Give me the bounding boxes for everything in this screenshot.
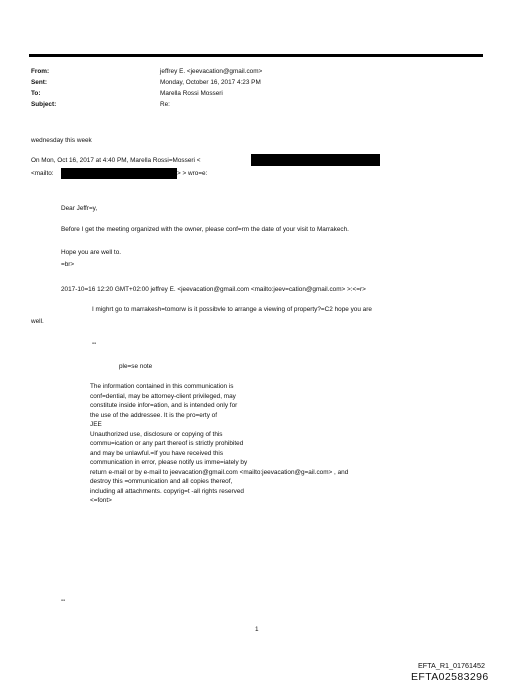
quote-wrote: > > wro=e: [177, 170, 208, 177]
disclaimer-line: destroy this =ommunication and all copies thereof, [90, 478, 233, 485]
from-label: From: [31, 68, 50, 75]
disclaimer-line: <=font> [90, 497, 112, 504]
reply-text: wednesday this week [31, 137, 92, 144]
header-rule [29, 54, 483, 57]
document-reference: EFTA02583296 [411, 671, 489, 683]
disclaimer-line: constitute inside infor=ation, and is intended only for [90, 402, 238, 409]
body-paragraph: Before I get the meeting organized with the owner, please conf=rm the date of your visit to Marrakech. [61, 226, 349, 233]
disclaimer-line: The information contained in this communication is [90, 383, 234, 390]
message-line: I mighrt go to marrakesh=tomorw is it possibvle to arrange a viewing of property?=C2 hope you are [92, 306, 372, 313]
sent-value: Monday, October 16, 2017 4:23 PM [160, 79, 261, 86]
redaction-box [251, 154, 380, 166]
disclaimer-line: commu=ication or any part thereof is strictly prohibited [90, 440, 244, 447]
subject-label: Subject: [31, 101, 57, 108]
disclaimer-line: including all attachments. copyrig=t -all rights reserved [90, 487, 244, 495]
disclaimer-line: conf=dential, may be attorney-client privileged, may [90, 392, 236, 400]
to-label: To: [31, 90, 41, 97]
to-value: Marella Rossi Mosseri [160, 90, 223, 97]
disclaimer-line: return e-mail or by e-mail to jeevacation@gmail.com <mailto:jeevacation@g=ail.com> , and [90, 468, 349, 476]
page-number: 1 [255, 626, 259, 633]
disclaimer-line: the use of the addressee. It is the pro=erty of [90, 411, 218, 419]
body-text: Hope you are well to. [61, 249, 122, 256]
disclaimer-line: JEE [90, 421, 102, 428]
separator-dashes: -- [92, 340, 97, 347]
subject-value: Re: [160, 101, 170, 108]
document-reference: EFTA_R1_01761452 [418, 661, 485, 670]
please-note: ple=se note [119, 363, 153, 370]
greeting: Dear Jeffr=y, [61, 205, 98, 212]
from-value: jeffrey E. <jeevacation@gmail.com> [160, 68, 263, 75]
timestamp-line: 2017-10=16 12:20 GMT+02:00 jeffrey E. <jeevacation@gmail.com <mailto:jeev=cation@gmail.com> >:<=r> [61, 286, 366, 293]
redaction-box [61, 168, 177, 179]
body-text: =br> [61, 261, 75, 268]
message-line: well. [31, 318, 44, 325]
disclaimer-line: and may be unlawful.=If you have received this [90, 449, 224, 457]
disclaimer-line: Unauthorized use, disclosure or copying of this [90, 430, 223, 438]
quote-intro: On Mon, Oct 16, 2017 at 4:40 PM, Marella Rossi=Mosseri < [31, 157, 201, 164]
disclaimer-block [90, 382, 348, 506]
quote-mailto: <mailto: [31, 170, 54, 177]
separator-dashes: -- [61, 597, 66, 604]
disclaimer-line: communication in error, please notify us imme=iately by [90, 459, 248, 466]
sent-label: Sent: [31, 79, 47, 86]
